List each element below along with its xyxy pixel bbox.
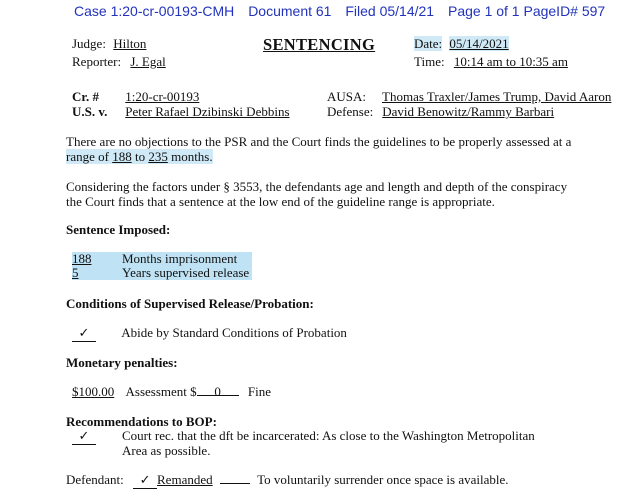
monetary-heading: Monetary penalties: (66, 355, 178, 370)
monetary-amount: $100.00 (72, 384, 115, 399)
sentence-years-desc: Years supervised release (122, 265, 250, 280)
case-label: Cr. # (72, 89, 99, 104)
guidelines-high: 235 (148, 149, 168, 164)
date-row (414, 36, 509, 52)
sentence-heading: Sentence Imposed: (66, 222, 171, 237)
case-number-header: Case 1:20-cr-00193-CMH (74, 3, 235, 19)
guidelines-paragraph (66, 134, 626, 164)
bop-check-icon: ✓ (72, 428, 96, 445)
time-row (414, 54, 568, 70)
case-value: 1:20-cr-00193 (125, 89, 200, 104)
defense-label: Defense: (327, 104, 374, 119)
conditions-check-icon: ✓ (72, 325, 96, 342)
conditions-heading: Conditions of Supervised Release/Probation: (66, 296, 314, 311)
guidelines-low: 188 (112, 149, 132, 164)
sentence-years: 5 (72, 265, 79, 280)
fine-label: Fine (247, 384, 272, 399)
bop-text (122, 428, 535, 458)
document-header (74, 3, 615, 19)
fine-value: 0 (197, 384, 239, 396)
sentence-item-imprisonment (72, 252, 252, 266)
considering-paragraph (66, 179, 626, 209)
ausa-label: AUSA: (327, 89, 367, 104)
guidelines-line-1: There are no objections to the PSR and the Court finds the guidelines to be properly assessed at a (66, 134, 572, 149)
bop-line-1: Court rec. that the dft be incarcerated: As close to the Washington Metropolitan (122, 428, 535, 443)
conditions-row (72, 325, 347, 342)
judge-value: Hilton (113, 36, 147, 51)
surrender-blank (220, 472, 250, 484)
ausa-value: Thomas Traxler/James Trump, David Aaron (382, 89, 612, 104)
page-info-header: Page 1 of 1 PageID# 597 (447, 3, 606, 19)
time-label: Time: (414, 54, 445, 69)
bop-row (72, 428, 96, 445)
surrender-text: To voluntarily surrender once space is available. (257, 472, 509, 487)
remanded-check-icon: ✓ (133, 472, 157, 489)
date-value: 05/14/2021 (449, 36, 509, 51)
sentence-months: 188 (72, 251, 92, 266)
defense-row (327, 104, 554, 120)
case-row (72, 89, 199, 105)
judge-label: Judge: (72, 36, 106, 51)
defendant-name-label: U.S. v. (72, 104, 108, 119)
reporter-label: Reporter: (72, 54, 122, 69)
time-value: 10:14 am to 10:35 am (453, 54, 568, 69)
defendant-status-row (66, 472, 509, 489)
judge-row (72, 36, 146, 52)
bop-heading: Recommendations to BOP: (66, 414, 217, 429)
filed-date-header: Filed 05/14/21 (345, 3, 435, 19)
sentence-months-desc: Months imprisonment (122, 251, 238, 266)
date-label: Date: (414, 36, 443, 51)
considering-line-1: Considering the factors under § 3553, the defendants age and length and depth of the conspiracy (66, 179, 568, 194)
document-number-header: Document 61 (248, 3, 332, 19)
defendant-name-row (72, 104, 290, 120)
defendant-status-label: Defendant: (66, 472, 124, 487)
assessment-label: Assessment $ (125, 384, 197, 399)
guidelines-range-text: range of 188 to 235 months. (66, 149, 213, 164)
sentence-list (72, 252, 252, 280)
defendant-name-value: Peter Rafael Dzibinski Debbins (125, 104, 290, 119)
monetary-row (72, 384, 271, 400)
defense-value: David Benowitz/Rammy Barbari (382, 104, 555, 119)
reporter-value: J. Egal (130, 54, 166, 69)
page-title: SENTENCING (263, 35, 376, 54)
considering-line-2: the Court finds that a sentence at the low end of the guideline range is appropriate. (66, 194, 495, 209)
remanded-label: Remanded (157, 472, 213, 487)
ausa-row (327, 89, 611, 105)
conditions-text: Abide by Standard Conditions of Probation (121, 325, 347, 340)
bop-line-2: Area as possible. (122, 443, 211, 458)
reporter-row (72, 54, 166, 70)
sentence-item-supervised (72, 266, 252, 280)
